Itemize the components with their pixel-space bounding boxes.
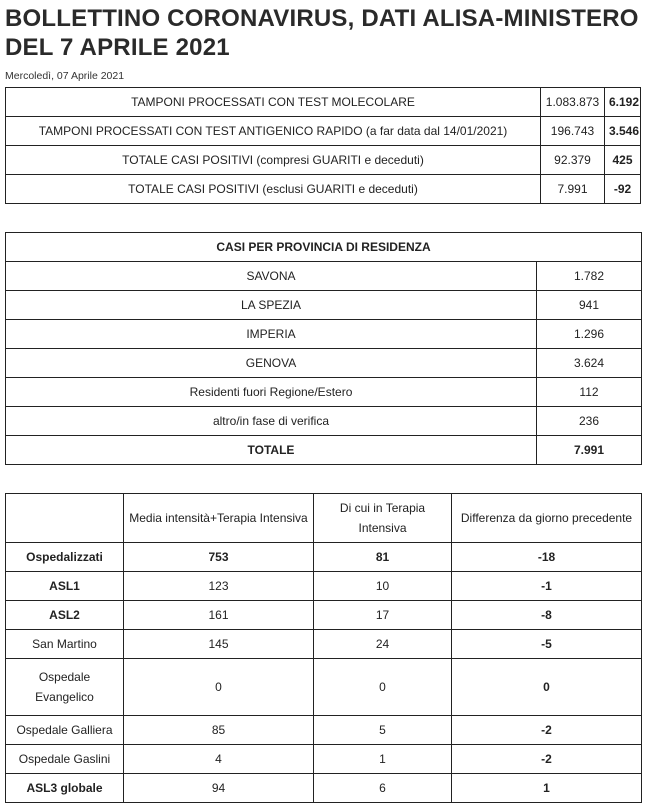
hospital-ti: 5 [314, 716, 452, 745]
summary-row [6, 175, 641, 204]
summary-delta: -92 [605, 175, 641, 204]
summary-label: TAMPONI PROCESSATI CON TEST MOLECOLARE [6, 88, 541, 117]
hospital-row [6, 716, 642, 745]
summary-row [6, 117, 641, 146]
hospital-media: 94 [124, 774, 314, 803]
hospital-row [6, 745, 642, 774]
province-name: GENOVA [6, 349, 537, 378]
province-row [6, 291, 642, 320]
hospital-ti: 0 [314, 659, 452, 716]
hospital-name: ASL2 [6, 601, 124, 630]
summary-delta: 6.192 [605, 88, 641, 117]
province-value: 941 [537, 291, 642, 320]
hospital-diff: 0 [452, 659, 642, 716]
hospital-header-row [6, 494, 642, 543]
hospital-name: ASL3 globale [6, 774, 124, 803]
summary-label: TOTALE CASI POSITIVI (esclusi GUARITI e deceduti) [6, 175, 541, 204]
page-title: BOLLETTINO CORONAVIRUS, DATI ALISA-MINISTERO DEL 7 APRILE 2021 [5, 5, 639, 61]
province-value: 1.296 [537, 320, 642, 349]
header-cell-empty [6, 494, 124, 543]
hospital-name: Ospedale Evangelico [6, 659, 124, 716]
province-row [6, 378, 642, 407]
hospital-name: Ospedalizzati [6, 543, 124, 572]
province-name: SAVONA [6, 262, 537, 291]
publication-date: Mercoledì, 07 Aprile 2021 [5, 70, 125, 82]
summary-label: TOTALE CASI POSITIVI (compresi GUARITI e deceduti) [6, 146, 541, 175]
province-total-label: TOTALE [6, 436, 537, 465]
hospital-ti: 17 [314, 601, 452, 630]
summary-delta: 425 [605, 146, 641, 175]
province-name: LA SPEZIA [6, 291, 537, 320]
province-row [6, 320, 642, 349]
hospital-diff: 1 [452, 774, 642, 803]
hospital-media: 145 [124, 630, 314, 659]
hospital-name: ASL1 [6, 572, 124, 601]
hospital-diff: -2 [452, 745, 642, 774]
summary-row [6, 146, 641, 175]
province-value: 3.624 [537, 349, 642, 378]
province-heading-row [6, 233, 642, 262]
hospital-ti: 6 [314, 774, 452, 803]
hospital-row [6, 630, 642, 659]
province-name: IMPERIA [6, 320, 537, 349]
hospital-ti: 24 [314, 630, 452, 659]
hospital-media: 123 [124, 572, 314, 601]
table-spacer [6, 204, 641, 233]
province-value: 1.782 [537, 262, 642, 291]
province-row [6, 349, 642, 378]
summary-total: 92.379 [541, 146, 605, 175]
province-value: 112 [537, 378, 642, 407]
province-table [5, 232, 642, 465]
hospital-name: Ospedale Galliera [6, 716, 124, 745]
hospital-ti: 81 [314, 543, 452, 572]
hospital-table [5, 493, 642, 803]
hospital-media: 0 [124, 659, 314, 716]
hospital-row [6, 659, 642, 716]
hospital-name: San Martino [6, 630, 124, 659]
summary-total: 7.991 [541, 175, 605, 204]
summary-label: TAMPONI PROCESSATI CON TEST ANTIGENICO RAPIDO (a far data dal 14/01/2021) [6, 117, 541, 146]
hospital-media: 161 [124, 601, 314, 630]
header-cell-diff: Differenza da giorno precedente [452, 494, 642, 543]
province-row [6, 407, 642, 436]
hospital-name: Ospedale Gaslini [6, 745, 124, 774]
province-name: altro/in fase di verifica [6, 407, 537, 436]
province-name: Residenti fuori Regione/Estero [6, 378, 537, 407]
hospital-row [6, 543, 642, 572]
province-heading: CASI PER PROVINCIA DI RESIDENZA [6, 233, 642, 262]
hospital-diff: -2 [452, 716, 642, 745]
hospital-media: 85 [124, 716, 314, 745]
summary-row [6, 88, 641, 117]
province-row [6, 262, 642, 291]
summary-total: 1.083.873 [541, 88, 605, 117]
hospital-diff: -1 [452, 572, 642, 601]
hospital-ti: 1 [314, 745, 452, 774]
province-total-value: 7.991 [537, 436, 642, 465]
hospital-diff: -8 [452, 601, 642, 630]
summary-total: 196.743 [541, 117, 605, 146]
hospital-media: 4 [124, 745, 314, 774]
province-value: 236 [537, 407, 642, 436]
summary-delta: 3.546 [605, 117, 641, 146]
summary-table [5, 87, 641, 232]
hospital-diff: -18 [452, 543, 642, 572]
hospital-row [6, 774, 642, 803]
hospital-ti: 10 [314, 572, 452, 601]
hospital-row [6, 601, 642, 630]
header-cell-ti: Di cui in Terapia Intensiva [314, 494, 452, 543]
hospital-row [6, 572, 642, 601]
header-cell-media: Media intensità+Terapia Intensiva [124, 494, 314, 543]
hospital-media: 753 [124, 543, 314, 572]
hospital-diff: -5 [452, 630, 642, 659]
province-total-row [6, 436, 642, 465]
